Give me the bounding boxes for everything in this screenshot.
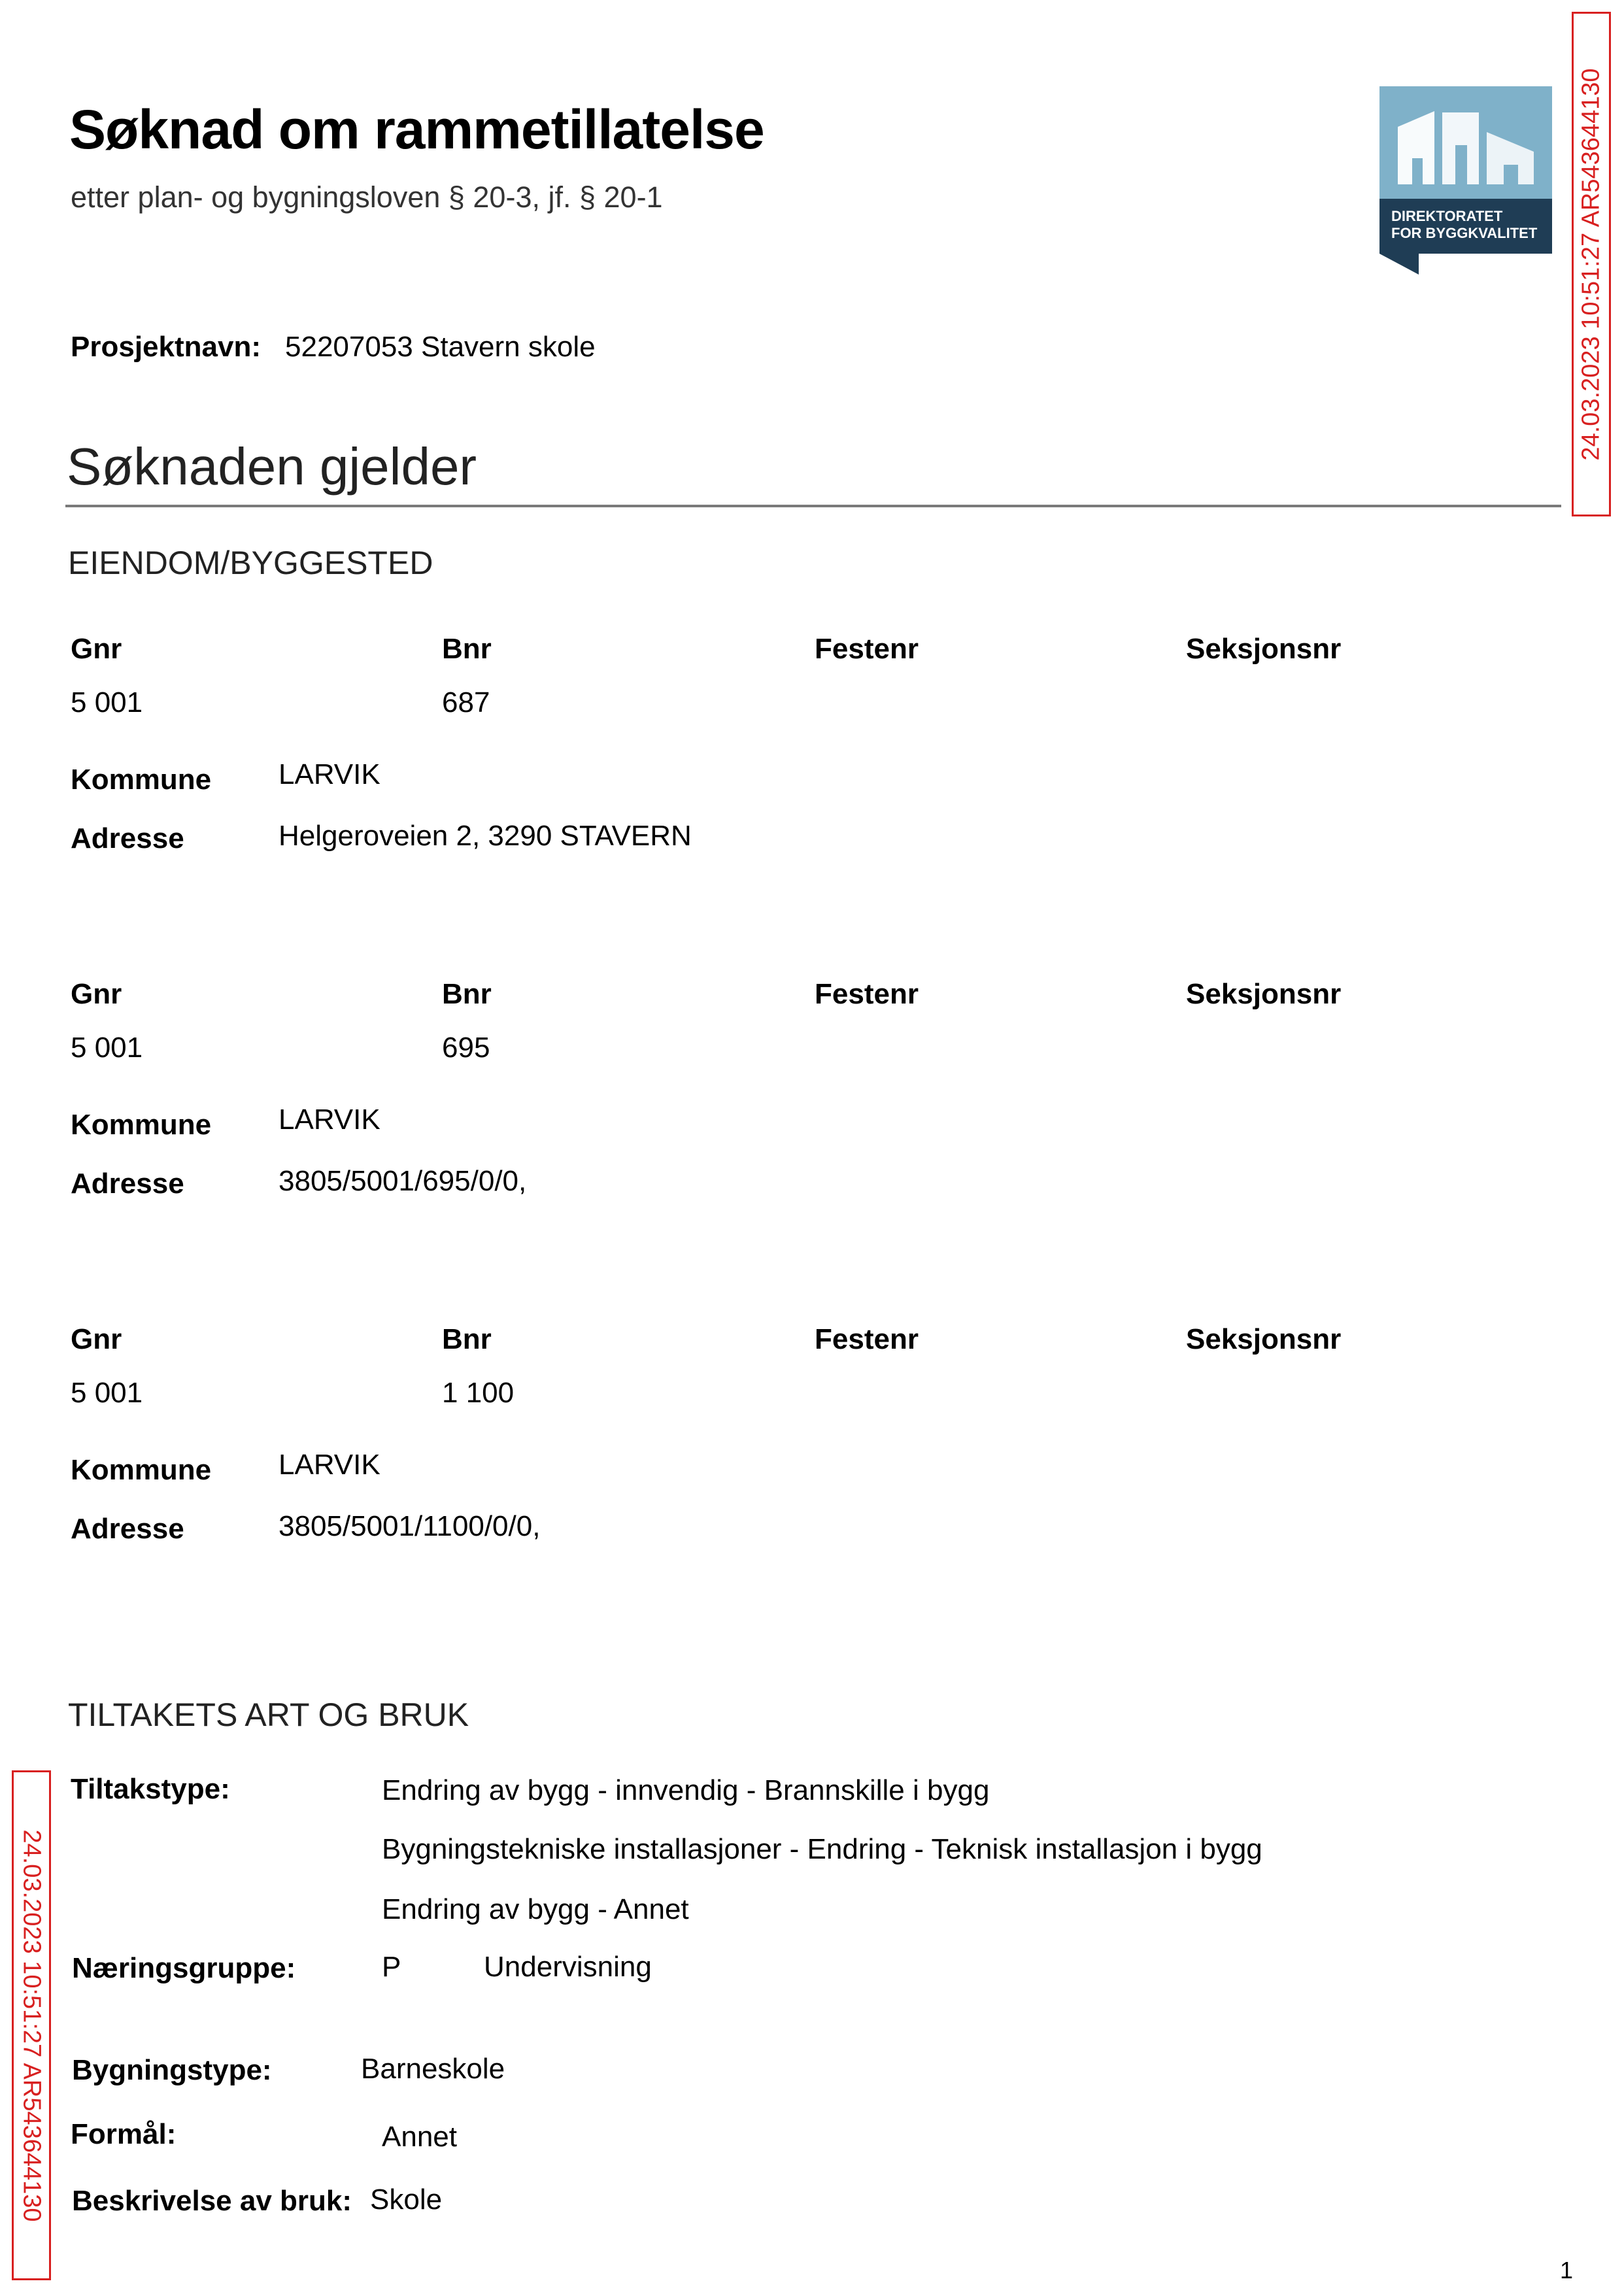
formal-label: Formål: [71, 2118, 177, 2150]
seksjonsnr-header: Seksjonsnr [1186, 978, 1342, 1010]
gnr-value: 5 001 [71, 1032, 143, 1064]
kommune-label: Kommune [71, 1454, 212, 1486]
dibk-logo [1379, 86, 1552, 275]
bnr-header: Bnr [442, 1323, 492, 1355]
gnr-header: Gnr [71, 1323, 122, 1355]
naeringsgruppe-value: Undervisning [484, 1951, 652, 1983]
project-value: 52207053 Stavern skole [285, 331, 596, 363]
document-subtitle: etter plan- og bygningsloven § 20-3, jf. § 20-1 [71, 180, 663, 214]
seksjonsnr-header: Seksjonsnr [1186, 633, 1342, 665]
section-divider [65, 505, 1561, 507]
gnr-header: Gnr [71, 978, 122, 1010]
tiltakstype-label: Tiltakstype: [71, 1773, 230, 1805]
kommune-label: Kommune [71, 764, 212, 796]
gnr-value: 5 001 [71, 686, 143, 718]
adresse-value: Helgeroveien 2, 3290 STAVERN [279, 820, 692, 852]
festenr-header: Festenr [815, 978, 919, 1010]
bnr-value: 687 [442, 686, 490, 718]
kommune-value: LARVIK [279, 758, 381, 790]
adresse-label: Adresse [71, 1168, 184, 1200]
bnr-value: 695 [442, 1032, 490, 1064]
property-heading: EIENDOM/BYGGESTED [68, 545, 433, 581]
page-number: 1 [1560, 2257, 1574, 2284]
seksjonsnr-header: Seksjonsnr [1186, 1323, 1342, 1355]
adresse-value: 3805/5001/695/0/0, [279, 1165, 527, 1197]
formal-value: Annet [382, 2121, 457, 2153]
logo-text-line2: FOR BYGGKVALITET [1391, 225, 1538, 241]
kommune-value: LARVIK [279, 1449, 381, 1481]
stamp-text: 24.03.2023 10:51:27 AR543644130 [18, 1829, 46, 2222]
timestamp-stamp-left [12, 1770, 51, 2280]
bygningstype-label: Bygningstype: [72, 2054, 272, 2086]
adresse-label: Adresse [71, 1513, 184, 1545]
bnr-header: Bnr [442, 978, 492, 1010]
tiltakstype-value: Bygningstekniske installasjoner - Endring - Teknisk installasjon i bygg [382, 1833, 1262, 1865]
beskrivelse-value: Skole [370, 2184, 443, 2216]
tiltakstype-value: Endring av bygg - innvendig - Brannskille i bygg [382, 1774, 990, 1806]
kommune-label: Kommune [71, 1109, 212, 1141]
gnr-value: 5 001 [71, 1377, 143, 1409]
document-title: Søknad om rammetillatelse [69, 99, 764, 160]
project-label: Prosjektnavn: [71, 331, 261, 363]
gnr-header: Gnr [71, 633, 122, 665]
timestamp-stamp-right [1572, 12, 1611, 516]
naeringsgruppe-label: Næringsgruppe: [72, 1952, 296, 1984]
tiltakstype-value: Endring av bygg - Annet [382, 1893, 689, 1925]
section-title: Søknaden gjelder [67, 437, 477, 496]
naeringsgruppe-code: P [382, 1951, 401, 1983]
kommune-value: LARVIK [279, 1104, 381, 1136]
bygningstype-value: Barneskole [361, 2053, 505, 2085]
adresse-value: 3805/5001/1100/0/0, [279, 1510, 541, 1542]
bnr-header: Bnr [442, 633, 492, 665]
logo-text-line1: DIREKTORATET [1391, 208, 1503, 224]
festenr-header: Festenr [815, 1323, 919, 1355]
beskrivelse-label: Beskrivelse av bruk: [72, 2185, 352, 2217]
stamp-text: 24.03.2023 10:51:27 AR543644130 [1577, 67, 1605, 461]
tiltak-heading: TILTAKETS ART OG BRUK [68, 1696, 469, 1733]
bnr-value: 1 100 [442, 1377, 515, 1409]
logo-graphic [1379, 86, 1552, 275]
festenr-header: Festenr [815, 633, 919, 665]
logo-text [1391, 208, 1537, 242]
adresse-label: Adresse [71, 822, 184, 854]
